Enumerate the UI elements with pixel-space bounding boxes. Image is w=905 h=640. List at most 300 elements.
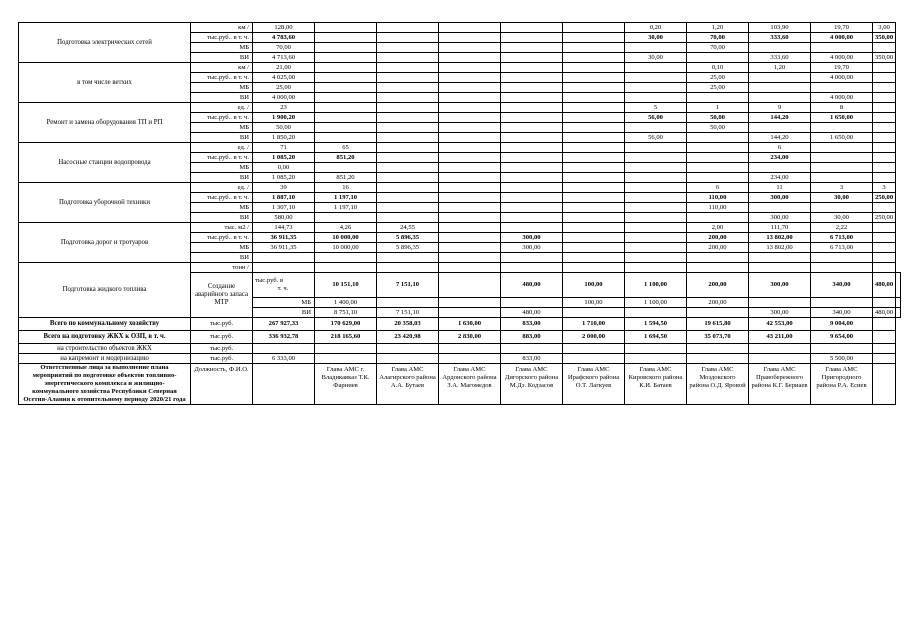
value-cell — [625, 183, 687, 193]
value-cell — [873, 123, 896, 133]
unit-cell: МБ — [191, 123, 253, 133]
value-cell — [501, 263, 563, 273]
value-cell — [563, 113, 625, 123]
value-cell: 2 830,00 — [439, 331, 501, 344]
value-cell — [873, 63, 896, 73]
value-cell — [439, 83, 501, 93]
value-cell: 1 594,50 — [625, 318, 687, 331]
value-cell — [439, 33, 501, 43]
value-cell — [501, 153, 563, 163]
value-cell — [811, 298, 873, 308]
value-cell — [439, 123, 501, 133]
value-cell — [625, 308, 687, 318]
value-cell — [563, 354, 625, 364]
value-cell: 20 358,03 — [377, 318, 439, 331]
value-cell: 4 783,60 — [253, 33, 315, 43]
value-cell — [687, 344, 749, 354]
value-cell: 24,55 — [377, 223, 439, 233]
value-cell — [563, 143, 625, 153]
value-cell — [377, 93, 439, 103]
value-cell — [501, 93, 563, 103]
value-cell: 9 004,00 — [811, 318, 873, 331]
value-cell — [315, 354, 377, 364]
table-row — [19, 344, 901, 354]
value-cell: 1 650,00 — [811, 133, 873, 143]
value-cell — [501, 203, 563, 213]
responsible-person: Глава АМС Кировского района К.И. Батаев — [625, 364, 687, 405]
value-cell: 2,00 — [687, 223, 749, 233]
value-cell: 0,00 — [253, 163, 315, 173]
table-row — [19, 143, 901, 153]
value-cell — [439, 213, 501, 223]
value-cell — [873, 93, 896, 103]
value-cell — [749, 253, 811, 263]
value-cell: 4 000,00 — [811, 53, 873, 63]
value-cell — [439, 173, 501, 183]
value-cell — [439, 153, 501, 163]
value-cell — [563, 43, 625, 53]
value-cell: 36 911,35 — [253, 233, 315, 243]
value-cell — [439, 53, 501, 63]
value-cell — [439, 273, 501, 298]
value-cell: 19 615,80 — [687, 318, 749, 331]
value-cell: 25,00 — [687, 73, 749, 83]
value-cell: 110,00 — [687, 203, 749, 213]
value-cell: 2 000,00 — [563, 331, 625, 344]
unit-cell: тыс.руб.. в т. ч. — [191, 193, 253, 203]
value-cell — [563, 23, 625, 33]
value-cell — [377, 163, 439, 173]
value-cell — [625, 233, 687, 243]
value-cell: 2,22 — [811, 223, 873, 233]
value-cell: 100,00 — [563, 298, 625, 308]
value-cell — [253, 263, 315, 273]
value-cell: 39 — [253, 183, 315, 193]
section-title: Насосные станции водопровода — [19, 143, 191, 183]
unit-cell: ВИ — [191, 213, 253, 223]
value-cell — [687, 133, 749, 143]
value-cell — [687, 53, 749, 63]
total-label: на капремонт и модернизацию — [19, 354, 191, 364]
value-cell — [625, 203, 687, 213]
value-cell: 300,00 — [501, 233, 563, 243]
value-cell: 1 085,20 — [253, 153, 315, 163]
value-cell — [377, 193, 439, 203]
value-cell — [501, 223, 563, 233]
responsible-person: Глава АМС Алагирского района А.А. Бутаев — [377, 364, 439, 405]
value-cell: 200,00 — [687, 298, 749, 308]
value-cell — [625, 354, 687, 364]
unit-cell: МБ — [191, 163, 253, 173]
unit-cell: ВИ — [191, 173, 253, 183]
value-cell: 300,00 — [749, 273, 811, 298]
value-cell — [625, 213, 687, 223]
value-cell — [873, 253, 896, 263]
unit-cell: тыс.руб.. в т. ч. — [191, 153, 253, 163]
value-cell — [377, 23, 439, 33]
value-cell — [315, 344, 377, 354]
responsible-person — [253, 364, 315, 405]
value-cell: 50,00 — [253, 123, 315, 133]
value-cell — [811, 153, 873, 163]
value-cell — [563, 344, 625, 354]
value-cell: 70,00 — [687, 33, 749, 43]
value-cell: 21,00 — [253, 63, 315, 73]
value-cell: 25,00 — [687, 83, 749, 93]
value-cell — [749, 123, 811, 133]
value-cell — [377, 123, 439, 133]
value-cell — [501, 133, 563, 143]
section-title: Подготовка дорог и тротуаров — [19, 223, 191, 263]
value-cell — [625, 63, 687, 73]
unit-cell: ед. / — [191, 143, 253, 153]
value-cell — [625, 344, 687, 354]
value-cell: 100,00 — [563, 273, 625, 298]
value-cell — [315, 263, 377, 273]
value-cell: 6 713,00 — [811, 243, 873, 253]
value-cell: 218 165,60 — [315, 331, 377, 344]
value-cell — [687, 308, 749, 318]
value-cell: 1 710,00 — [563, 318, 625, 331]
value-cell — [625, 43, 687, 53]
value-cell: 340,00 — [811, 308, 873, 318]
value-cell: 16 — [315, 183, 377, 193]
value-cell — [563, 173, 625, 183]
value-cell — [873, 298, 896, 308]
value-cell — [811, 253, 873, 263]
value-cell: 480,00 — [873, 308, 896, 318]
value-cell — [563, 123, 625, 133]
value-cell — [253, 344, 315, 354]
value-cell: 851,20 — [315, 173, 377, 183]
value-cell: 6 — [687, 183, 749, 193]
responsible-person: Глава АМС Дигорского района М.Дз. Кодзасов — [501, 364, 563, 405]
responsible-person: Глава АМС Правобережного района К.Г. Бериаев — [749, 364, 811, 405]
value-cell: 10 000,00 — [315, 233, 377, 243]
total-label: на строительство объектов ЖКХ — [19, 344, 191, 354]
value-cell: 35 073,70 — [687, 331, 749, 344]
value-cell — [749, 83, 811, 93]
value-cell — [315, 113, 377, 123]
value-cell — [563, 103, 625, 113]
unit-cell: тыс.руб.. в т. ч. — [191, 233, 253, 243]
value-cell: 6 713,00 — [811, 233, 873, 243]
unit-cell — [253, 273, 315, 298]
value-cell — [501, 113, 563, 123]
value-cell — [563, 83, 625, 93]
unit-cell: ВИ — [191, 93, 253, 103]
value-cell — [625, 223, 687, 233]
value-cell — [315, 63, 377, 73]
unit-cell: МБ — [191, 83, 253, 93]
value-cell: 4 000,00 — [811, 93, 873, 103]
value-cell — [439, 344, 501, 354]
unit-cell: ВИ — [253, 308, 315, 318]
value-cell — [377, 143, 439, 153]
footer-row — [19, 364, 901, 405]
value-cell — [749, 93, 811, 103]
value-cell — [563, 53, 625, 63]
value-cell — [625, 253, 687, 263]
value-cell: 4,26 — [315, 223, 377, 233]
value-cell — [625, 143, 687, 153]
value-cell — [625, 243, 687, 253]
table-row — [19, 63, 901, 73]
unit-cell: км / — [191, 63, 253, 73]
responsible-label: Ответственные лица за выполнение плана мероприятий по подготовке объектов топливно-энергетического комплекса и жилищно-коммунального хозяйства Республики Северная Осетия-Алания к отопительному периоду 2020/21 года — [19, 364, 191, 405]
value-cell: 103,90 — [749, 23, 811, 33]
value-cell: 5 896,35 — [377, 233, 439, 243]
value-cell — [873, 133, 896, 143]
value-cell — [687, 213, 749, 223]
unit-cell: тыс.руб. — [191, 344, 253, 354]
value-cell: 234,00 — [749, 153, 811, 163]
value-cell: 30,00 — [811, 213, 873, 223]
value-cell — [563, 153, 625, 163]
plan-table — [18, 22, 901, 405]
value-cell — [377, 63, 439, 73]
value-cell — [315, 43, 377, 53]
value-cell — [315, 83, 377, 93]
value-cell — [811, 163, 873, 173]
value-cell — [687, 173, 749, 183]
value-cell — [439, 354, 501, 364]
value-cell — [377, 53, 439, 63]
value-cell: 480,00 — [501, 308, 563, 318]
value-cell — [439, 203, 501, 213]
value-cell: 5 896,35 — [377, 243, 439, 253]
value-cell — [749, 344, 811, 354]
value-cell: 70,00 — [253, 43, 315, 53]
value-cell — [439, 113, 501, 123]
value-cell: 1 085,20 — [253, 173, 315, 183]
value-cell — [501, 63, 563, 73]
value-cell — [501, 73, 563, 83]
value-cell: 3,00 — [873, 23, 896, 33]
value-cell — [377, 73, 439, 83]
value-cell: 70,00 — [687, 43, 749, 53]
value-cell — [439, 233, 501, 243]
value-cell — [873, 103, 896, 113]
value-cell — [377, 203, 439, 213]
value-cell: 1 900,20 — [253, 113, 315, 123]
value-cell: 4 025,00 — [253, 73, 315, 83]
table-row — [19, 331, 901, 344]
value-cell: 25,00 — [253, 83, 315, 93]
empty-cell — [896, 298, 901, 308]
value-cell — [749, 354, 811, 364]
value-cell — [687, 263, 749, 273]
value-cell: 300,00 — [501, 243, 563, 253]
responsible-person: Глава АМС Ардонского района З.А. Магомедов — [439, 364, 501, 405]
value-cell — [563, 308, 625, 318]
value-cell: 30,00 — [811, 193, 873, 203]
value-cell — [501, 298, 563, 308]
value-cell: 1 197,10 — [315, 203, 377, 213]
value-cell — [501, 143, 563, 153]
value-cell — [873, 223, 896, 233]
unit-cell: тыс.руб. — [191, 331, 253, 344]
value-cell — [563, 263, 625, 273]
empty-cell — [873, 331, 896, 344]
value-cell: 200,00 — [687, 243, 749, 253]
value-cell — [315, 33, 377, 43]
value-cell — [873, 233, 896, 243]
value-cell — [439, 253, 501, 263]
value-cell: 7 151,10 — [377, 273, 439, 298]
unit-cell: тыс.руб.. в т. ч. — [191, 113, 253, 123]
value-cell — [687, 93, 749, 103]
value-cell — [501, 123, 563, 133]
value-cell — [811, 344, 873, 354]
value-cell: 833,00 — [501, 318, 563, 331]
value-cell: 250,00 — [873, 193, 896, 203]
value-cell — [501, 23, 563, 33]
value-cell: 13 802,00 — [749, 233, 811, 243]
value-cell — [501, 163, 563, 173]
value-cell — [377, 153, 439, 163]
value-cell: 71 — [253, 143, 315, 153]
value-cell — [439, 243, 501, 253]
value-cell — [563, 163, 625, 173]
value-cell: 300,00 — [749, 308, 811, 318]
value-cell — [625, 73, 687, 83]
total-label: Всего по коммунальному хозяйству — [19, 318, 191, 331]
value-cell — [439, 263, 501, 273]
value-cell: 200,00 — [687, 273, 749, 298]
value-cell — [377, 213, 439, 223]
value-cell — [873, 263, 896, 273]
value-cell — [501, 173, 563, 183]
empty-cell — [896, 308, 901, 318]
value-cell — [749, 73, 811, 83]
responsible-person: Глава АМС Пригородного района Р.А. Есиев — [811, 364, 873, 405]
value-cell: 56,00 — [625, 113, 687, 123]
unit-cell: тыс. м2 / — [191, 223, 253, 233]
unit-cell: МБ — [191, 243, 253, 253]
value-cell — [501, 83, 563, 93]
value-cell — [377, 263, 439, 273]
value-cell — [811, 43, 873, 53]
value-cell — [873, 83, 896, 93]
value-cell — [315, 133, 377, 143]
value-cell — [253, 253, 315, 263]
value-cell: 8 751,10 — [315, 308, 377, 318]
value-cell: 42 553,00 — [749, 318, 811, 331]
table-row — [19, 354, 901, 364]
value-cell — [749, 203, 811, 213]
value-cell — [315, 213, 377, 223]
value-cell: 144,73 — [253, 223, 315, 233]
value-cell: 300,00 — [749, 193, 811, 203]
value-cell — [439, 103, 501, 113]
unit-cell: тыс.руб.. в т. ч. — [191, 73, 253, 83]
table-row — [19, 223, 901, 233]
value-cell: 56,00 — [625, 133, 687, 143]
value-cell: 4 000,00 — [811, 73, 873, 83]
value-cell — [315, 163, 377, 173]
value-cell — [315, 23, 377, 33]
value-cell: 10 151,10 — [315, 273, 377, 298]
value-cell — [749, 298, 811, 308]
value-cell — [625, 93, 687, 103]
responsible-person: Глава АМС Моздокского района О.Д. Яровой — [687, 364, 749, 405]
value-cell: 5 — [625, 103, 687, 113]
section-title: Ремонт и замена оборудования ТП и РП — [19, 103, 191, 143]
section-title: Подготовка уборочной техники — [19, 183, 191, 223]
unit-cell: Должность, Ф.И.О. — [191, 364, 253, 405]
value-cell: 0,10 — [687, 63, 749, 73]
value-cell — [377, 43, 439, 53]
value-cell — [439, 143, 501, 153]
value-cell: 36 911,35 — [253, 243, 315, 253]
value-cell: 7 151,10 — [377, 308, 439, 318]
value-cell: 4 000,00 — [811, 33, 873, 43]
value-cell — [563, 253, 625, 263]
value-cell — [873, 173, 896, 183]
value-cell — [873, 153, 896, 163]
value-cell — [439, 298, 501, 308]
section-title: Подготовка электрических сетей — [19, 23, 191, 63]
empty-cell — [873, 364, 896, 405]
value-cell — [563, 223, 625, 233]
value-cell — [563, 93, 625, 103]
responsible-person: Глава АМС г. Владикавказ Т.К. Фарниев — [315, 364, 377, 405]
value-cell: 336 932,78 — [253, 331, 315, 344]
value-cell: 1 197,10 — [315, 193, 377, 203]
value-cell: 1 — [687, 103, 749, 113]
value-cell: 350,00 — [873, 33, 896, 43]
value-cell: 4 713,60 — [253, 53, 315, 63]
value-cell — [377, 33, 439, 43]
value-cell — [439, 183, 501, 193]
table-row — [19, 183, 901, 193]
unit-line: тыс.руб. в — [255, 277, 284, 284]
value-cell — [439, 133, 501, 143]
value-cell: 300,00 — [749, 213, 811, 223]
value-cell: 480,00 — [873, 273, 896, 298]
value-cell — [687, 354, 749, 364]
unit-cell: ВИ — [191, 133, 253, 143]
unit-cell: тыс.руб.. в т. ч. — [191, 33, 253, 43]
value-cell — [439, 63, 501, 73]
value-cell — [563, 203, 625, 213]
value-cell — [501, 193, 563, 203]
value-cell: 350,00 — [873, 53, 896, 63]
value-cell: 4 000,00 — [253, 93, 315, 103]
value-cell — [439, 193, 501, 203]
value-cell — [501, 33, 563, 43]
value-cell: 3 — [873, 183, 896, 193]
value-cell — [563, 133, 625, 143]
table-row — [19, 263, 901, 273]
value-cell — [811, 263, 873, 273]
value-cell: 110,00 — [687, 193, 749, 203]
table-row — [19, 103, 901, 113]
value-cell: 10 000,00 — [315, 243, 377, 253]
value-cell — [873, 243, 896, 253]
value-cell — [315, 93, 377, 103]
value-cell: 144,20 — [749, 133, 811, 143]
section-title: в том числе ветхих — [19, 63, 191, 103]
value-cell — [687, 163, 749, 173]
value-cell: 11 — [749, 183, 811, 193]
value-cell — [873, 73, 896, 83]
value-cell — [749, 163, 811, 173]
value-cell: 333,60 — [749, 33, 811, 43]
value-cell: 19,70 — [811, 63, 873, 73]
value-cell — [377, 183, 439, 193]
